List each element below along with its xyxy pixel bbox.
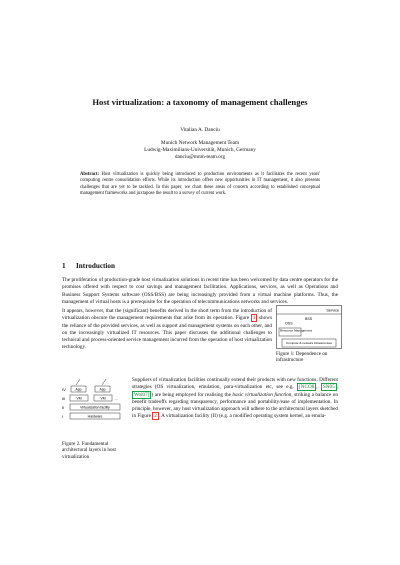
paragraph-2-before: It appears, however, that the (significant) benefits derived in the short term from the introduction of virtualization obscure the management requirements that arise from its operation. Figure	[62, 308, 272, 322]
figure-2-caption: Figure 2. Fundamental architectural layers in host virtualization	[62, 441, 116, 460]
paragraph-3-part-3: , striking a balance on benefit tradeoffs regarding transparency, performance and portability/ease of implementation. In principle, however, any host virtualization approach will adhere to the architectural layers sketched in Figure	[132, 391, 338, 420]
fig1-oss-label: OSS	[285, 321, 293, 326]
paragraph-3-italic: basic virtualization function	[232, 391, 292, 398]
citation-link-2[interactable]: SN05	[322, 384, 335, 391]
fig1-compute-label: Compute & network infrastructure	[285, 341, 333, 346]
affiliation-team: Munich Network Management Team	[160, 140, 240, 146]
figure-2-ref-link[interactable]: 2	[154, 413, 157, 420]
section-title: Introduction	[76, 262, 116, 270]
affiliation-email: danciu@mnm-team.org	[174, 154, 226, 161]
fig1-bss-label: BSS	[305, 317, 313, 321]
figure-1-diagram	[276, 305, 342, 349]
fig2-ray-2	[102, 379, 106, 385]
paragraph-1: The proliferation of production-grade host virtualization solutions in recent time has been welcomed by data centre operators for the promises offered with respect to cost savings and management facilitation. Applications, services, as well as Operations and Business Support Systems software (OSS/BSS) are being increasingly provided from a virtual machine platforms. Thus, the management of virtual hosts is a prerequisite for the operation of telecommunications networks and services.	[62, 277, 338, 305]
citation-link-3[interactable]: Wol07]	[134, 391, 150, 398]
section-heading	[62, 262, 115, 270]
fig2-vm-label-1: VM	[76, 396, 82, 401]
paragraph-3: Suppliers of virtualization facilities continually extend their products with new functions. Different strategies (OS virtualization, emulation, para-virtualization etc, see e.g. [NCO8 , SN05 , Wol07] ) are being employed for realising the basic virtualization function, striking a balance on benefit tradeoffs regarding transparency, performance and portability/ease of implementation. In principle, however, any host virtualization approach will adhere to the architectural layers sketched in Figure 2 . A virtualization facility (II) (e.g. a modified operating system kernel, an emula-	[132, 377, 339, 420]
fig2-hardware-label: Hardware	[87, 414, 103, 419]
paragraph-2	[62, 308, 272, 352]
affiliation	[0, 140, 400, 162]
fig2-vm-label-2: VM	[100, 396, 106, 401]
citation-link-1[interactable]: [NCO8	[299, 384, 315, 391]
affiliation-university: Ludwig-Maximilians-Universität, Munich, Germany	[144, 147, 256, 154]
paragraph-3-part-1: Suppliers of virtualization facilities continually extend their products with new functions. Different strategies (OS virtualization, emulation, para-virtualization etc, see e.g.	[132, 377, 338, 391]
abstract-label: Abstract:	[80, 172, 100, 177]
fig2-layer-i: I	[62, 414, 64, 419]
fig2-layer-iii: III	[62, 396, 66, 401]
abstract-text: Host virtualization is quickly being introduced to production environments as it facilitates the recent years' computing centre consolidation efforts. While its introduction offers new opportunities in IT management, it also presents challenges that are yet to be tackled. In this paper, we chart these areas of concern according to established conceptual management frameworks and juxtapose the result to a survey of current work.	[80, 172, 320, 197]
fig2-layer-iv: IV	[62, 387, 66, 392]
paragraph-2-after: shows the reliance of the provided services, as well as support and management systems on each other, and on the increasingly virtualized IT resources. This paper discusses the additional challenges to technical and process-oriented service management incurred from the operation of host virtualization technology.	[62, 315, 272, 351]
fig2-ray-1	[76, 379, 80, 385]
fig2-app-label-2: App	[99, 387, 106, 392]
figure-1-caption: Figure 1: Dependence on infrastructure	[276, 351, 328, 364]
fig2-ellipsis: ...	[115, 396, 118, 401]
fig1-resource-mgmt-label: Resource Management	[280, 328, 313, 333]
section-number: 1	[62, 262, 66, 270]
abstract	[80, 172, 320, 198]
fig1-service-label: Service	[326, 308, 339, 313]
paragraph-3-part-4: . A virtualization facility (II) (e.g. a modified operating system kernel, an emula-	[158, 413, 326, 420]
fig2-layer-ii: II	[62, 405, 65, 410]
figure-2-diagram	[62, 378, 128, 438]
figure-1-ref-link[interactable]: 1	[252, 315, 256, 322]
fig2-facility-label: Virtualization facility	[80, 405, 110, 410]
paragraph-3-part-2: ) are being employed for realising the	[151, 391, 233, 398]
paper-title: Host virtualization: a taxonomy of management challenges	[92, 97, 308, 107]
fig2-app-label-1: App	[75, 387, 82, 392]
author-name: Vitalian A. Danciu	[180, 127, 220, 133]
